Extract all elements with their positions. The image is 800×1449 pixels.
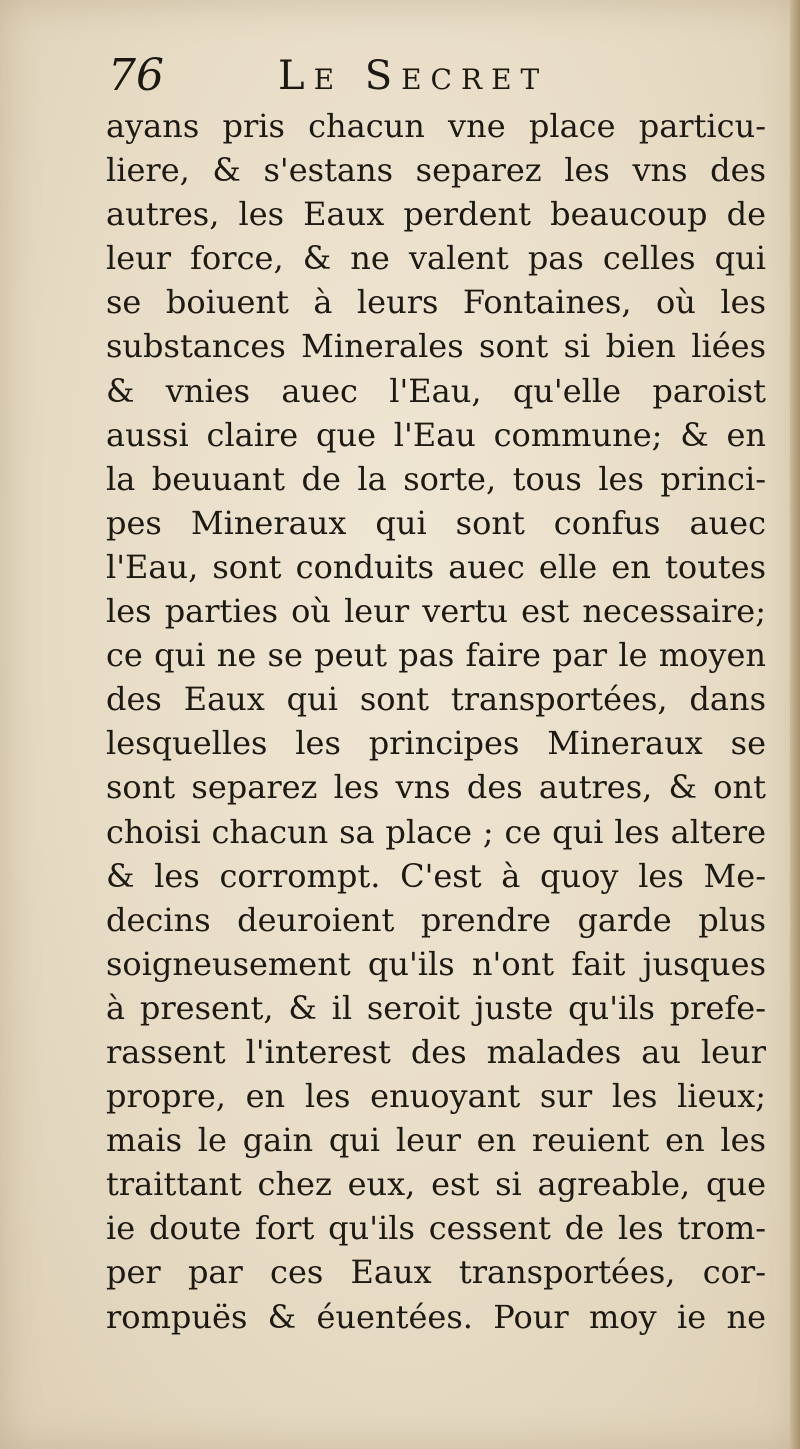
text-line: ie doute fort qu'ils cessent de les trom- <box>106 1209 766 1248</box>
text-line: pes Mineraux qui sont confus auec <box>106 503 766 542</box>
text-line: aussi claire que l'Eau commune; & en <box>106 415 766 454</box>
text-line: decins deuroient prendre garde plus <box>106 900 766 939</box>
text-line: choisi chacun sa place ; ce qui les altere <box>106 812 766 851</box>
text-line: per par ces Eaux transportées, cor- <box>106 1253 766 1292</box>
text-line: l'Eau, sont conduits auec elle en toutes <box>106 547 766 586</box>
running-head: Le Secret <box>278 53 549 99</box>
text-line: lesquelles les principes Mineraux se <box>106 724 766 763</box>
text-line: autres, les Eaux perdent beaucoup de <box>106 195 766 234</box>
text-line: des Eaux qui sont transportées, dans <box>106 680 766 719</box>
page-number: 76 <box>108 50 164 101</box>
text-line: la beuuant de la sorte, tous les princi- <box>106 459 766 498</box>
text-line: mais le gain qui leur en reuient en les <box>106 1121 766 1160</box>
text-line: rassent l'interest des malades au leur <box>106 1032 766 1071</box>
text-line: & les corrompt. C'est à quoy les Me- <box>106 856 766 895</box>
text-line: ayans pris chacun vne place particu- <box>106 107 766 145</box>
text-line: substances Minerales sont si bien liées <box>106 327 766 366</box>
body-text <box>106 104 766 1339</box>
text-line: sont separez les vns des autres, & ont <box>106 768 766 807</box>
text-line: liere, & s'estans separez les vns des <box>106 151 766 190</box>
text-line: à present, & il seroit juste qu'ils prefe- <box>106 988 766 1027</box>
text-line: ce qui ne se peut pas faire par le moyen <box>106 636 766 675</box>
text-line: propre, en les enuoyant sur les lieux; <box>106 1077 766 1116</box>
text-line: & vnies auec l'Eau, qu'elle paroist <box>106 371 766 410</box>
page-edge <box>790 0 800 1449</box>
page-header <box>108 44 748 108</box>
text-line: se boiuent à leurs Fontaines, où les <box>106 283 766 322</box>
text-line: soigneusement qu'ils n'ont fait jusques <box>106 944 766 983</box>
text-line: traittant chez eux, est si agreable, que <box>106 1165 766 1204</box>
text-line: rompuës & éuentées. Pour moy ie ne <box>106 1297 766 1336</box>
text-line: les parties où leur vertu est necessaire; <box>106 592 766 631</box>
text-line: leur force, & ne valent pas celles qui <box>106 239 766 278</box>
